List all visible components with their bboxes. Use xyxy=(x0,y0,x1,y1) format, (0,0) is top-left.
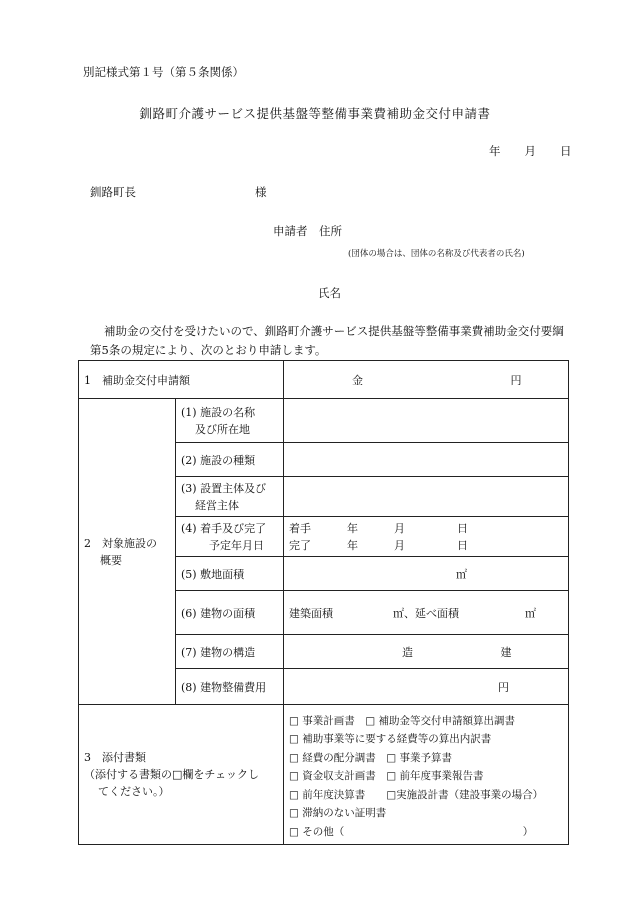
attachments-label xyxy=(79,705,284,845)
unit-sqm: ㎡ xyxy=(525,606,536,620)
building-area-field[interactable] xyxy=(284,591,569,635)
label-line2: 予定年月日 xyxy=(209,538,264,552)
currency-prefix: 金 xyxy=(352,373,363,387)
applicant-note: (団体の場合は、団体の名称及び代表者の氏名) xyxy=(348,249,525,259)
label-line1: (3) 設置主体及び xyxy=(181,481,267,495)
site-area-label: (5) 敷地面積 xyxy=(176,557,284,591)
building-cost-field[interactable] xyxy=(284,669,569,705)
schedule-field[interactable] xyxy=(284,517,569,557)
honorific: 様 xyxy=(255,185,267,199)
building-structure-label: (7) 建物の構造 xyxy=(176,635,284,669)
section2-label xyxy=(79,399,176,705)
year-label: 年 xyxy=(347,538,358,552)
checklist-item[interactable]: □ 滞納のない証明書 xyxy=(289,807,387,820)
unit-sqm: ㎡ xyxy=(456,567,467,581)
facility-name-field[interactable] xyxy=(284,399,569,443)
applicant-address-label: 申請者 住所 xyxy=(273,224,342,238)
floors-suffix: 建 xyxy=(500,645,512,659)
facility-type-field[interactable] xyxy=(284,443,569,477)
form-number: 別記様式第１号（第５条関係） xyxy=(83,65,244,79)
building-cost-label: (8) 建物整備費用 xyxy=(176,669,284,705)
body-text-line1: 補助金の交付を受けたいので、釧路町介護サービス提供基盤等整備事業費補助金交付要綱 xyxy=(104,324,564,338)
subsidy-amount-field[interactable] xyxy=(284,361,569,399)
attachments-label-line2: （添付する書類の□欄をチェックし xyxy=(84,768,260,781)
checklist-item[interactable]: □ 事業計画書 □ 補助金等交付申請額算出調書 xyxy=(289,714,516,727)
document-title: 釧路町介護サービス提供基盤等整備事業費補助金交付申請書 xyxy=(139,106,491,121)
currency-unit: 円 xyxy=(498,680,509,694)
facility-name-label xyxy=(176,399,284,443)
date-year: 年 xyxy=(489,144,501,158)
checklist-item[interactable]: □ その他（ ） xyxy=(289,825,534,838)
schedule-label xyxy=(176,517,284,557)
attachments-label-line3: てください。） xyxy=(98,785,170,798)
building-structure-field[interactable] xyxy=(284,635,569,669)
checklist-item[interactable]: □ 前年度決算書 □実施設計書（建設事業の場合） xyxy=(289,788,544,801)
date-month: 月 xyxy=(524,144,536,158)
addressee: 釧路町長 xyxy=(90,185,136,199)
operator-label xyxy=(176,477,284,517)
start-label: 着手 xyxy=(289,521,311,535)
month-label: 月 xyxy=(394,538,405,552)
label-line1: (4) 着手及び完了 xyxy=(181,521,267,535)
date-day: 日 xyxy=(560,144,572,158)
day-label: 日 xyxy=(457,521,468,535)
date-line xyxy=(489,143,572,159)
structure-type-suffix: 造 xyxy=(402,645,413,659)
label-line2: 経営主体 xyxy=(195,498,239,512)
attachments-label-line1: 3 添付書類 xyxy=(84,751,146,764)
site-area-field[interactable] xyxy=(284,557,569,591)
subsidy-amount-label: 1 補助金交付申請額 xyxy=(79,361,284,399)
operator-field[interactable] xyxy=(284,477,569,517)
checklist-item[interactable]: □ 補助事業等に要する経費等の算出内訳書 xyxy=(289,733,492,746)
currency-unit: 円 xyxy=(510,373,522,387)
section2-label-line2: 概要 xyxy=(100,553,122,567)
facility-type-label: (2) 施設の種類 xyxy=(176,443,284,477)
label-line1: (1) 施設の名称 xyxy=(181,405,256,419)
building-area-label: (6) 建物の面積 xyxy=(176,591,284,635)
table-row xyxy=(79,705,569,845)
checklist-item[interactable]: □ 経費の配分調書 □ 事業予算書 xyxy=(289,751,453,764)
checklist-item[interactable]: □ 資金収支計画書 □ 前年度事業報告書 xyxy=(289,770,484,783)
year-label: 年 xyxy=(347,521,358,535)
end-label: 完了 xyxy=(289,538,311,552)
day-label: 日 xyxy=(457,538,468,552)
section2-label-line1: 2 対象施設の xyxy=(84,536,157,550)
body-text-line2: 第5条の規定により、次のとおり申請します。 xyxy=(90,343,327,357)
end-date-line xyxy=(289,537,563,554)
applicant-name-label: 氏名 xyxy=(318,286,341,300)
building-area-text: 建築面積 xyxy=(289,606,333,620)
label-line2: 及び所在地 xyxy=(195,422,250,436)
table-row xyxy=(79,399,569,443)
start-date-line xyxy=(289,520,563,537)
attachments-checklist[interactable] xyxy=(284,705,569,845)
floor-area-text: ㎡、延べ面積 xyxy=(393,606,459,620)
table-row xyxy=(79,361,569,399)
application-table xyxy=(78,360,569,845)
month-label: 月 xyxy=(394,521,405,535)
